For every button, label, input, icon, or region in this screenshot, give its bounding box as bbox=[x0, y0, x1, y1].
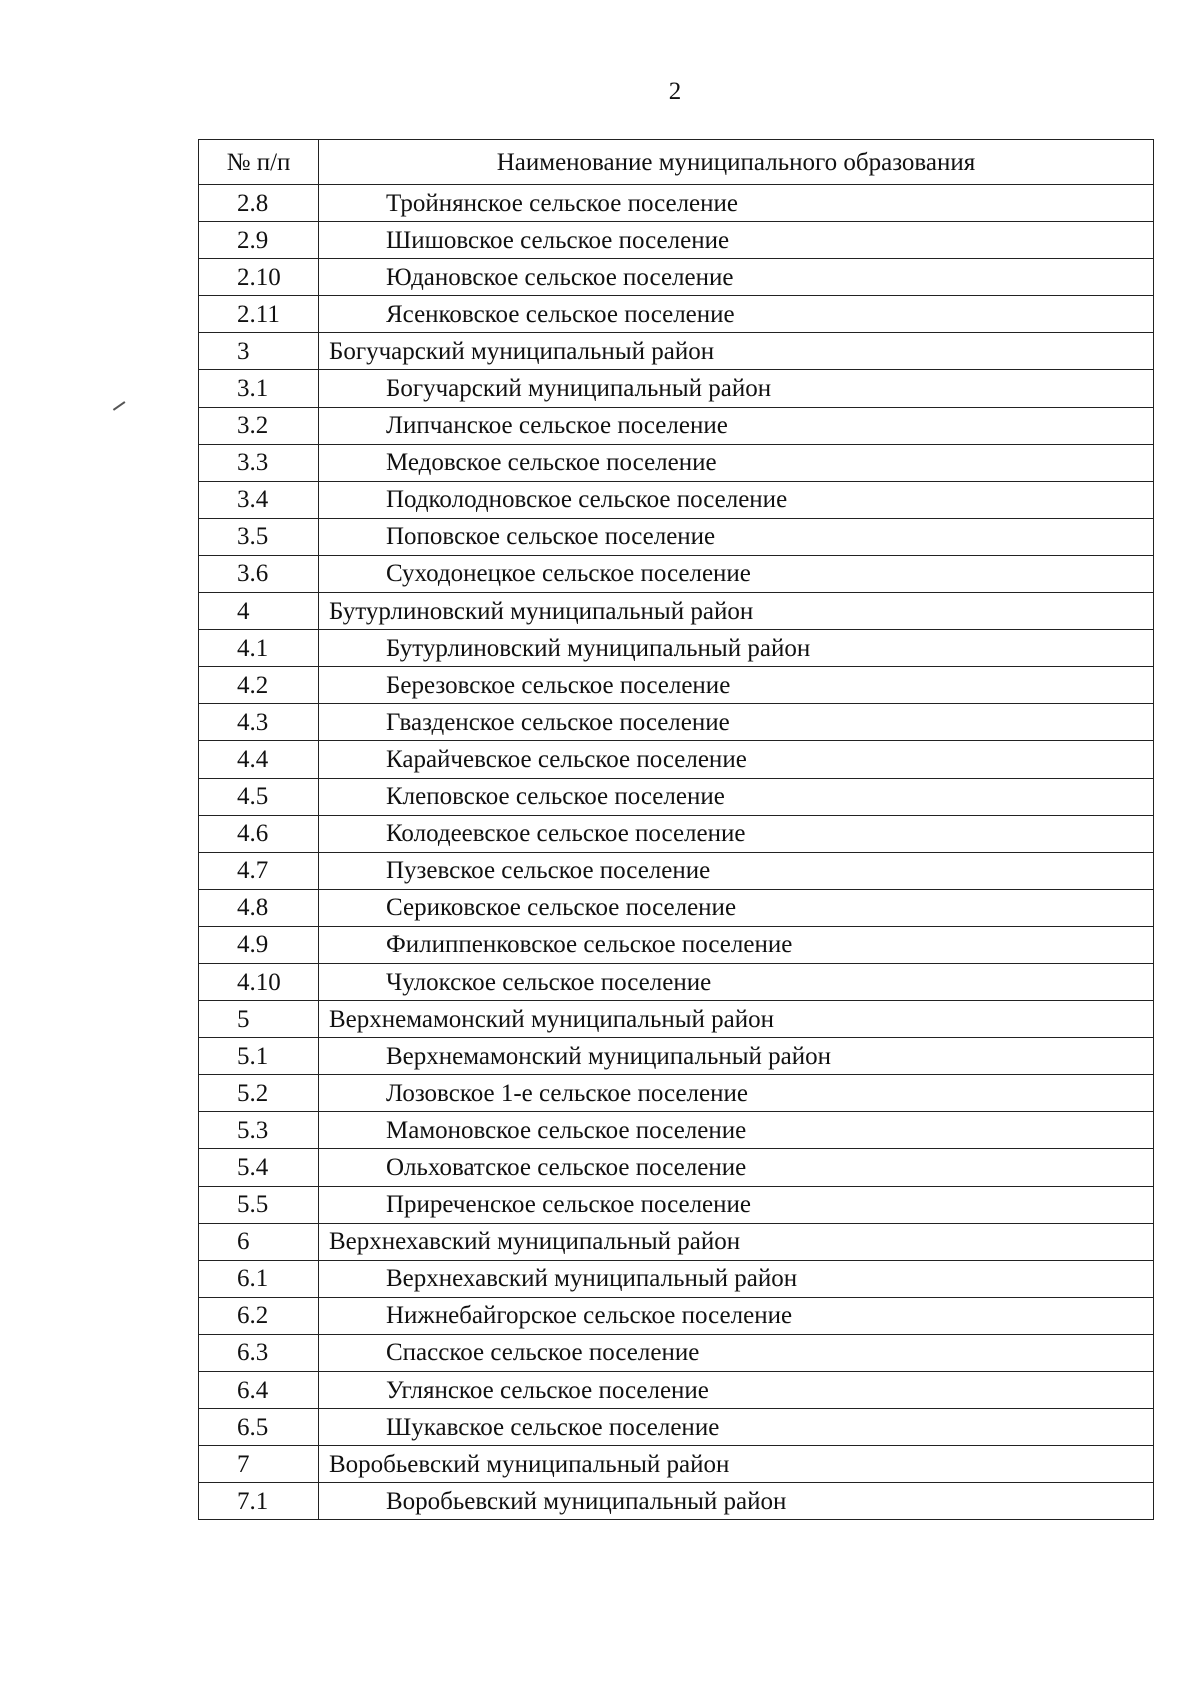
row-number-cell: 3.1 bbox=[199, 370, 319, 407]
table-row bbox=[199, 889, 1154, 926]
row-number-cell: 4.9 bbox=[199, 926, 319, 963]
row-name-cell: Воробьевский муниципальный район bbox=[319, 1446, 1154, 1483]
table-row bbox=[199, 1112, 1154, 1149]
table-row bbox=[199, 1149, 1154, 1186]
row-name-cell: Бутурлиновский муниципальный район bbox=[319, 593, 1154, 630]
table-header bbox=[199, 140, 1154, 185]
municipalities-table-container bbox=[198, 139, 1153, 1520]
row-name-cell: Верхнехавский муниципальный район bbox=[319, 1260, 1154, 1297]
row-number-cell: 3.5 bbox=[199, 518, 319, 555]
row-name-cell: Верхнехавский муниципальный район bbox=[319, 1223, 1154, 1260]
table-row bbox=[199, 1038, 1154, 1075]
table-row bbox=[199, 815, 1154, 852]
table-row bbox=[199, 1483, 1154, 1520]
table-row bbox=[199, 630, 1154, 667]
row-name-cell: Поповское сельское поселение bbox=[319, 518, 1154, 555]
table-row bbox=[199, 1260, 1154, 1297]
row-number-cell: 3 bbox=[199, 333, 319, 370]
table-row bbox=[199, 259, 1154, 296]
row-name-cell: Подколодновское сельское поселение bbox=[319, 481, 1154, 518]
row-number-cell: 4.8 bbox=[199, 889, 319, 926]
row-name-cell: Клеповское сельское поселение bbox=[319, 778, 1154, 815]
table-row bbox=[199, 741, 1154, 778]
row-name-cell: Верхнемамонский муниципальный район bbox=[319, 1038, 1154, 1075]
row-number-cell: 6 bbox=[199, 1223, 319, 1260]
row-number-cell: 4.7 bbox=[199, 852, 319, 889]
table-row-district bbox=[199, 1446, 1154, 1483]
table-row bbox=[199, 1186, 1154, 1223]
table-row bbox=[199, 1334, 1154, 1371]
row-name-cell: Березовское сельское поселение bbox=[319, 667, 1154, 704]
page-number: 2 bbox=[668, 78, 682, 105]
row-number-cell: 4.10 bbox=[199, 963, 319, 1000]
row-number-cell: 4.6 bbox=[199, 815, 319, 852]
table-row bbox=[199, 481, 1154, 518]
row-name-cell: Сериковское сельское поселение bbox=[319, 889, 1154, 926]
row-number-cell: 6.1 bbox=[199, 1260, 319, 1297]
table-row bbox=[199, 852, 1154, 889]
row-number-cell: 3.2 bbox=[199, 407, 319, 444]
row-number-cell: 4.5 bbox=[199, 778, 319, 815]
row-name-cell: Колодеевское сельское поселение bbox=[319, 815, 1154, 852]
row-name-cell: Углянское сельское поселение bbox=[319, 1372, 1154, 1409]
table-row bbox=[199, 1409, 1154, 1446]
row-number-cell: 3.4 bbox=[199, 481, 319, 518]
row-number-cell: 5.1 bbox=[199, 1038, 319, 1075]
row-name-cell: Филиппенковское сельское поселение bbox=[319, 926, 1154, 963]
row-number-cell: 4.1 bbox=[199, 630, 319, 667]
row-number-cell: 6.3 bbox=[199, 1334, 319, 1371]
table-row bbox=[199, 1297, 1154, 1334]
row-name-cell: Шукавское сельское поселение bbox=[319, 1409, 1154, 1446]
table-row-district bbox=[199, 1001, 1154, 1038]
row-name-cell: Липчанское сельское поселение bbox=[319, 407, 1154, 444]
row-number-cell: 5.3 bbox=[199, 1112, 319, 1149]
row-name-cell: Нижнебайгорское сельское поселение bbox=[319, 1297, 1154, 1334]
row-name-cell: Лозовское 1-е сельское поселение bbox=[319, 1075, 1154, 1112]
table-header-row bbox=[199, 140, 1154, 185]
row-number-cell: 5.4 bbox=[199, 1149, 319, 1186]
table-row bbox=[199, 1075, 1154, 1112]
row-number-cell: 3.6 bbox=[199, 555, 319, 592]
table-row bbox=[199, 555, 1154, 592]
row-number-cell: 5 bbox=[199, 1001, 319, 1038]
table-row bbox=[199, 667, 1154, 704]
row-name-cell: Шишовское сельское поселение bbox=[319, 222, 1154, 259]
table-row bbox=[199, 704, 1154, 741]
table-row bbox=[199, 222, 1154, 259]
table-row-district bbox=[199, 1223, 1154, 1260]
row-name-cell: Воробьевский муниципальный район bbox=[319, 1483, 1154, 1520]
row-number-cell: 6.4 bbox=[199, 1372, 319, 1409]
row-name-cell: Богучарский муниципальный район bbox=[319, 333, 1154, 370]
table-body bbox=[199, 185, 1154, 1520]
row-name-cell: Тройнянское сельское поселение bbox=[319, 185, 1154, 222]
table-row bbox=[199, 185, 1154, 222]
row-number-cell: 5.2 bbox=[199, 1075, 319, 1112]
row-number-cell: 2.10 bbox=[199, 259, 319, 296]
row-name-cell: Бутурлиновский муниципальный район bbox=[319, 630, 1154, 667]
table-row bbox=[199, 926, 1154, 963]
row-name-cell: Ясенковское сельское поселение bbox=[319, 296, 1154, 333]
table-row bbox=[199, 407, 1154, 444]
table-row bbox=[199, 296, 1154, 333]
table-row bbox=[199, 518, 1154, 555]
row-name-cell: Юдановское сельское поселение bbox=[319, 259, 1154, 296]
row-number-cell: 4 bbox=[199, 593, 319, 630]
row-name-cell: Гвазденское сельское поселение bbox=[319, 704, 1154, 741]
row-number-cell: 6.2 bbox=[199, 1297, 319, 1334]
table-row-district bbox=[199, 593, 1154, 630]
row-name-cell: Медовское сельское поселение bbox=[319, 444, 1154, 481]
row-name-cell: Богучарский муниципальный район bbox=[319, 370, 1154, 407]
municipalities-table bbox=[198, 139, 1154, 1520]
row-number-cell: 2.11 bbox=[199, 296, 319, 333]
table-row bbox=[199, 778, 1154, 815]
row-name-cell: Суходонецкое сельское поселение bbox=[319, 555, 1154, 592]
row-name-cell: Верхнемамонский муниципальный район bbox=[319, 1001, 1154, 1038]
row-name-cell: Мамоновское сельское поселение bbox=[319, 1112, 1154, 1149]
row-number-cell: 2.9 bbox=[199, 222, 319, 259]
row-name-cell: Пузевское сельское поселение bbox=[319, 852, 1154, 889]
table-row bbox=[199, 963, 1154, 1000]
table-row bbox=[199, 444, 1154, 481]
row-number-cell: 6.5 bbox=[199, 1409, 319, 1446]
row-name-cell: Карайчевское сельское поселение bbox=[319, 741, 1154, 778]
row-name-cell: Чулокское сельское поселение bbox=[319, 963, 1154, 1000]
row-number-cell: 5.5 bbox=[199, 1186, 319, 1223]
row-number-cell: 4.3 bbox=[199, 704, 319, 741]
table-row-district bbox=[199, 333, 1154, 370]
table-row bbox=[199, 370, 1154, 407]
table-row bbox=[199, 1372, 1154, 1409]
row-number-cell: 3.3 bbox=[199, 444, 319, 481]
row-number-cell: 4.2 bbox=[199, 667, 319, 704]
row-number-cell: 4.4 bbox=[199, 741, 319, 778]
margin-pen-mark bbox=[113, 401, 125, 410]
row-number-cell: 7 bbox=[199, 1446, 319, 1483]
row-number-cell: 7.1 bbox=[199, 1483, 319, 1520]
row-name-cell: Приреченское сельское поселение bbox=[319, 1186, 1154, 1223]
column-header-number: № п/п bbox=[199, 140, 319, 185]
row-number-cell: 2.8 bbox=[199, 185, 319, 222]
column-header-name: Наименование муниципального образования bbox=[319, 140, 1154, 185]
row-name-cell: Спасское сельское поселение bbox=[319, 1334, 1154, 1371]
row-name-cell: Ольховатское сельское поселение bbox=[319, 1149, 1154, 1186]
